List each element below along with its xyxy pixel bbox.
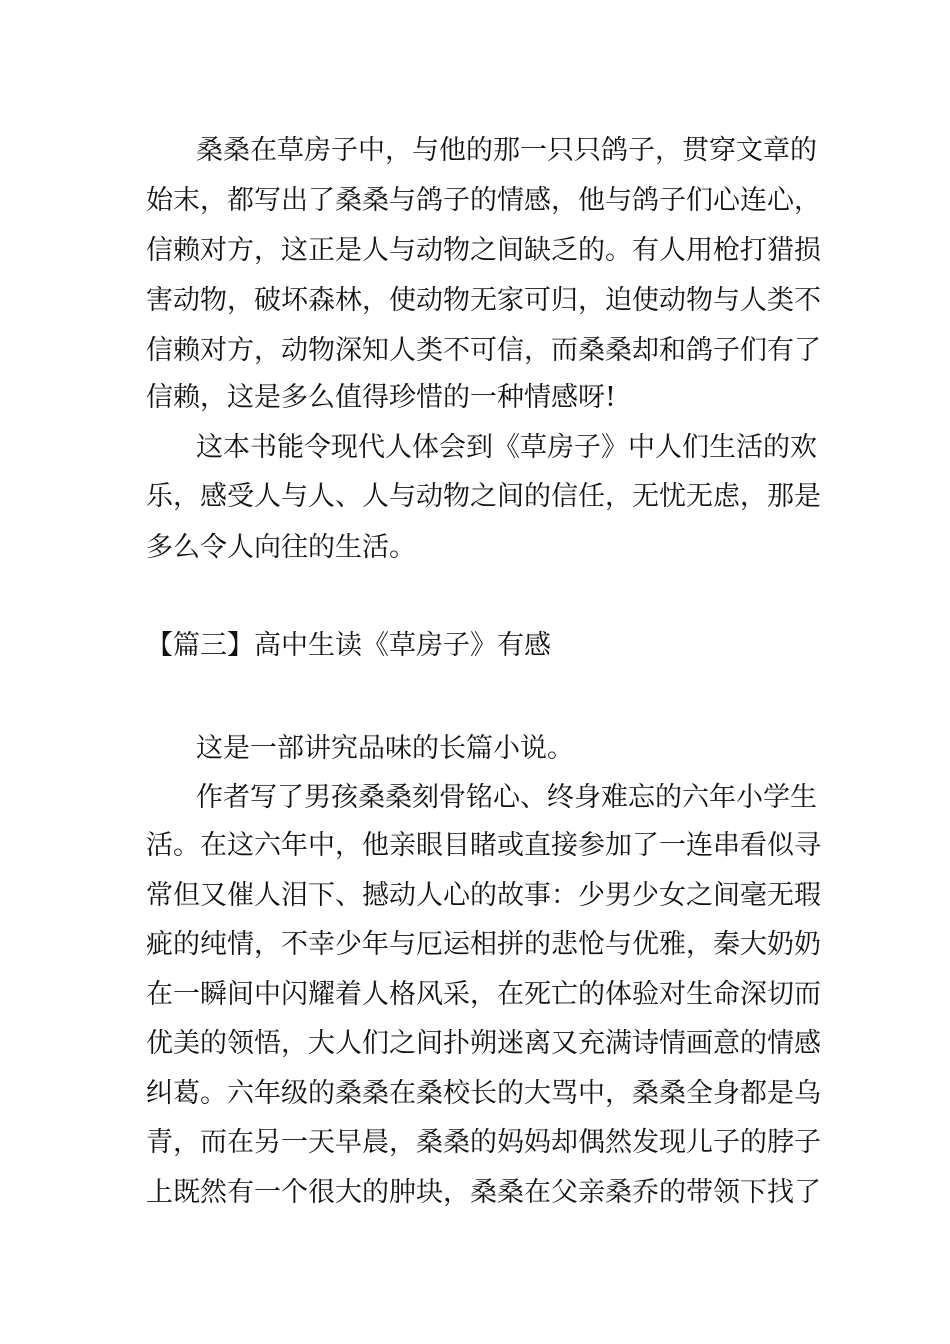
section-paragraph-2-line-3: 常但又催人泪下、撼动人心的故事：少男少女之间毫无瑕 (146, 880, 821, 911)
paragraph-1-line-6: 信赖，这是多么值得珍惜的一种情感呀! (146, 382, 616, 413)
section-paragraph-2-line-2: 活。在这六年中，他亲眼目睹或直接参加了一连串看似寻 (146, 830, 821, 861)
section-paragraph-1-line-1: 这是一部讲究品味的长篇小说。 (196, 733, 574, 764)
paragraph-2-line-2: 乐，感受人与人、人与动物之间的信任，无忧无虑，那是 (146, 481, 821, 512)
paragraph-1-line-1: 桑桑在草房子中，与他的那一只只鸽子，贯穿文章的 (196, 135, 817, 166)
paragraph-1-line-2: 始末，都写出了桑桑与鸽子的情感，他与鸽子们心连心， (146, 185, 821, 216)
section-paragraph-2-line-1: 作者写了男孩桑桑刻骨铭心、终身难忘的六年小学生 (196, 782, 817, 813)
section-heading: 【篇三】高中生读《草房子》有感 (146, 630, 551, 661)
section-paragraph-2-line-8: 青，而在另一天早晨，桑桑的妈妈却偶然发现儿子的脖子 (146, 1127, 821, 1158)
section-paragraph-2-line-5: 在一瞬间中闪耀着人格风采，在死亡的体验对生命深切而 (146, 979, 821, 1010)
section-paragraph-2-line-7: 纠葛。六年级的桑桑在桑校长的大骂中，桑桑全身都是乌 (146, 1078, 821, 1109)
paragraph-1-line-4: 害动物，破坏森林，使动物无家可归，迫使动物与人类不 (146, 285, 821, 316)
paragraph-2-line-3: 多么令人向往的生活。 (146, 532, 416, 563)
section-paragraph-2-line-4: 疵的纯情，不幸少年与厄运相拼的悲怆与优雅，秦大奶奶 (146, 929, 821, 960)
paragraph-2-line-1: 这本书能令现代人体会到《草房子》中人们生活的欢 (196, 432, 817, 463)
section-paragraph-2-line-9: 上既然有一个很大的肿块，桑桑在父亲桑乔的带领下找了 (146, 1177, 821, 1208)
paragraph-1-line-5: 信赖对方，动物深知人类不可信，而桑桑却和鸽子们有了 (146, 335, 821, 366)
section-paragraph-2-line-6: 优美的领悟，大人们之间扑朔迷离又充满诗情画意的情感 (146, 1028, 821, 1059)
paragraph-1-line-3: 信赖对方，这正是人与动物之间缺乏的。有人用枪打猎损 (146, 235, 821, 266)
